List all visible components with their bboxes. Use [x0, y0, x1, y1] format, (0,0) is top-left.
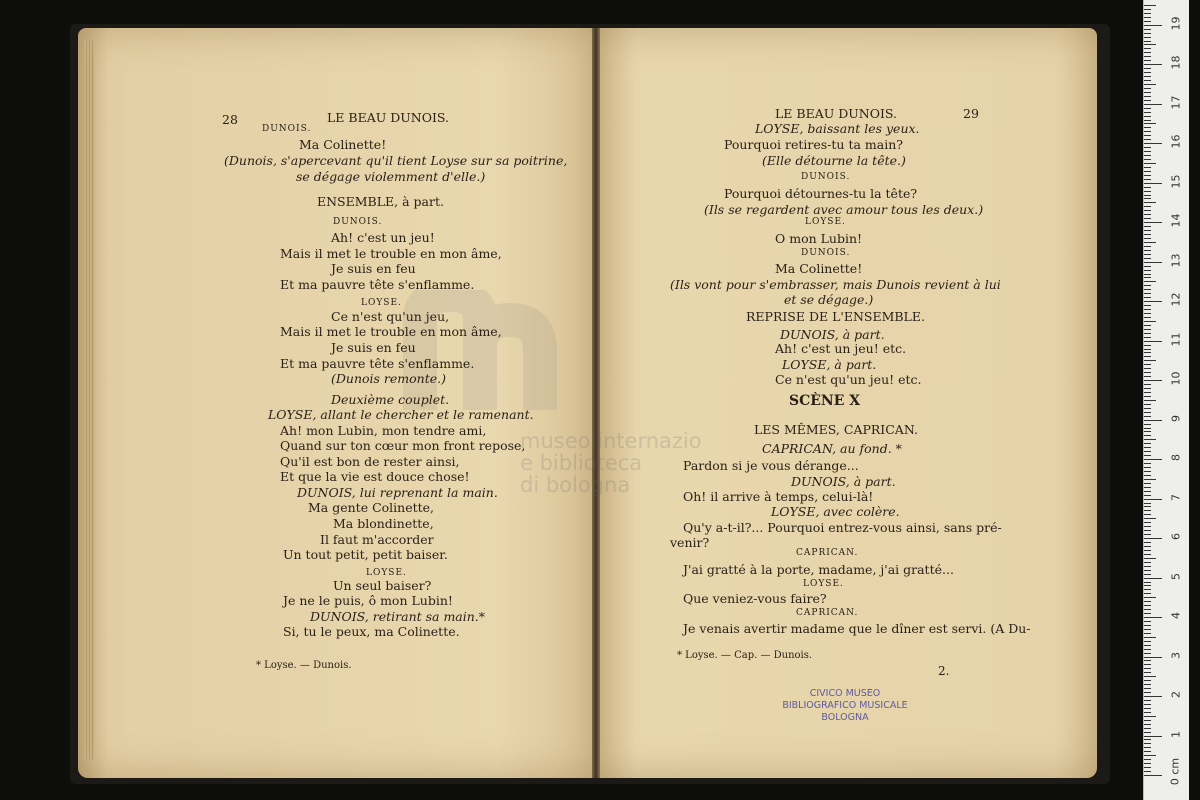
stamp-line: BIBLIOGRAFICO MUSICALE — [782, 700, 908, 711]
ruler-tick — [1144, 506, 1151, 507]
text-line: Je suis en feu — [331, 261, 416, 276]
ruler-tick — [1144, 44, 1156, 45]
ruler-tick — [1144, 739, 1151, 740]
ruler-tick — [1144, 510, 1151, 511]
ruler-tick — [1144, 518, 1156, 519]
ruler-number: 1 — [1169, 730, 1183, 738]
ruler-tick — [1144, 337, 1151, 338]
ruler-tick — [1144, 96, 1151, 97]
text-line: CAPRICAN, au fond. * — [762, 441, 902, 456]
ruler-tick — [1144, 155, 1151, 156]
ruler-tick — [1144, 388, 1151, 389]
ruler-number: 16 — [1169, 134, 1183, 149]
ruler-tick — [1144, 566, 1151, 567]
ruler-tick — [1144, 558, 1156, 559]
watermark-line: museo internazio — [520, 429, 702, 453]
ruler-tick — [1144, 171, 1151, 172]
ruler-tick — [1144, 333, 1151, 334]
ruler-tick — [1144, 120, 1151, 121]
ruler-tick — [1144, 131, 1151, 132]
ruler-number: 9 — [1169, 414, 1183, 422]
ruler-tick — [1144, 645, 1151, 646]
ruler-tick — [1144, 720, 1151, 721]
ruler-tick — [1144, 763, 1151, 764]
ruler-tick — [1144, 629, 1151, 630]
ruler-tick — [1144, 637, 1156, 638]
ruler-tick — [1144, 664, 1151, 665]
ruler-tick — [1144, 732, 1151, 733]
ruler-tick — [1144, 360, 1156, 361]
ruler-tick — [1144, 56, 1151, 57]
text-line: se dégage violemment d'elle.) — [296, 169, 486, 184]
ruler-tick — [1144, 52, 1151, 53]
ruler-tick — [1144, 277, 1151, 278]
ruler-tick — [1144, 5, 1156, 6]
ruler-tick — [1144, 704, 1151, 705]
footnote-left: * Loyse. — Dunois. — [256, 660, 352, 671]
ruler-tick — [1144, 747, 1151, 748]
ruler-tick — [1144, 202, 1156, 203]
ruler-tick — [1144, 289, 1151, 290]
ruler-tick — [1144, 514, 1151, 515]
ruler-tick — [1144, 325, 1151, 326]
ruler-tick — [1144, 483, 1151, 484]
ruler-number: 15 — [1169, 174, 1183, 189]
ruler-tick — [1144, 495, 1151, 496]
ruler-tick — [1144, 25, 1162, 26]
text-line: Pourquoi retires-tu ta main? — [724, 137, 903, 152]
ruler-tick — [1144, 653, 1151, 654]
text-line: DUNOIS. — [801, 248, 851, 258]
library-stamp — [780, 688, 910, 724]
ruler-tick — [1144, 479, 1156, 480]
ruler-tick — [1144, 617, 1162, 618]
text-line: Il faut m'accorder — [320, 532, 434, 547]
ruler-tick — [1144, 356, 1151, 357]
ruler-tick — [1144, 179, 1151, 180]
ruler-tick — [1144, 297, 1151, 298]
ruler-tick — [1144, 728, 1151, 729]
text-line: LOYSE, avec colère. — [771, 504, 900, 519]
ruler-tick — [1144, 293, 1151, 294]
ruler-tick — [1144, 550, 1151, 551]
ruler-number: 5 — [1169, 572, 1183, 580]
watermark-line: e biblioteca — [520, 451, 643, 475]
ruler-tick — [1144, 72, 1151, 73]
ruler-tick — [1144, 329, 1151, 330]
ruler-tick — [1144, 487, 1151, 488]
ruler-tick — [1144, 424, 1151, 425]
signature-mark: 2. — [938, 664, 950, 678]
ruler-tick — [1144, 755, 1156, 756]
ruler-tick — [1144, 700, 1151, 701]
ruler-tick — [1144, 234, 1151, 235]
text-line: Et que la vie est douce chose! — [280, 469, 470, 484]
ruler-tick — [1144, 554, 1151, 555]
stamp-line: CIVICO MUSEO — [809, 688, 881, 699]
ruler-tick — [1144, 151, 1151, 152]
ruler-tick — [1144, 309, 1151, 310]
ruler-tick — [1144, 163, 1156, 164]
text-line: DUNOIS, à part. — [791, 474, 896, 489]
ruler-tick — [1144, 625, 1151, 626]
ruler-tick — [1144, 471, 1151, 472]
ruler-tick — [1144, 195, 1151, 196]
ruler-tick — [1144, 696, 1162, 697]
text-line: Que veniez-vous faire? — [683, 591, 827, 606]
text-line: ENSEMBLE, à part. — [317, 194, 444, 209]
text-line: (Ils se regardent avec amour tous les deux.) — [704, 202, 984, 217]
ruler-tick — [1144, 684, 1151, 685]
ruler-tick — [1144, 262, 1162, 263]
ruler-number: 2 — [1169, 691, 1183, 699]
ruler-tick — [1144, 274, 1151, 275]
ruler-number: 12 — [1169, 292, 1183, 307]
ruler-tick — [1144, 759, 1151, 760]
ruler-tick — [1144, 250, 1151, 251]
ruler-tick — [1144, 743, 1151, 744]
ruler-tick — [1144, 443, 1151, 444]
ruler-tick — [1144, 692, 1151, 693]
ruler-tick — [1144, 266, 1151, 267]
ruler-tick — [1144, 400, 1156, 401]
text-line: DUNOIS. — [262, 124, 312, 134]
ruler-tick — [1144, 467, 1151, 468]
text-line: Deuxième couplet. — [331, 392, 450, 407]
ruler-tick — [1144, 37, 1151, 38]
ruler-number: 7 — [1169, 493, 1183, 501]
text-line: LOYSE. — [803, 579, 844, 589]
text-line: (Ils vont pour s'embrasser, mais Dunois revient à lui — [670, 277, 1001, 292]
ruler-tick — [1144, 60, 1151, 61]
ruler-tick — [1144, 578, 1162, 579]
ruler-tick — [1144, 503, 1151, 504]
ruler-tick — [1144, 92, 1151, 93]
ruler-tick — [1144, 84, 1156, 85]
ruler-tick — [1144, 317, 1151, 318]
text-line: CAPRICAN. — [796, 548, 859, 558]
ruler-tick — [1144, 270, 1151, 271]
ruler-tick — [1144, 688, 1151, 689]
text-line: Ah! c'est un jeu! — [331, 230, 435, 245]
ruler-tick — [1144, 712, 1151, 713]
ruler-tick — [1144, 408, 1151, 409]
page-number-right: 29 — [963, 106, 979, 121]
text-line: Si, tu le peux, ma Colinette. — [283, 624, 460, 639]
ruler-tick — [1144, 396, 1151, 397]
ruler-number: 14 — [1169, 213, 1183, 228]
ruler-tick — [1144, 349, 1151, 350]
ruler-tick — [1144, 368, 1151, 369]
text-line: LOYSE, allant le chercher et le ramenant. — [268, 407, 534, 422]
text-line: LES MÊMES, CAPRICAN. — [754, 422, 918, 437]
text-line: Oh! il arrive à temps, celui-là! — [683, 489, 874, 504]
ruler-tick — [1144, 123, 1156, 124]
ruler-tick — [1144, 767, 1151, 768]
ruler-number: 19 — [1169, 16, 1183, 31]
ruler-tick — [1144, 431, 1151, 432]
ruler-tick — [1144, 404, 1151, 405]
ruler-tick — [1144, 463, 1151, 464]
text-line: LOYSE. — [805, 217, 846, 227]
ruler-tick — [1144, 475, 1151, 476]
ruler-tick — [1144, 230, 1151, 231]
ruler-tick — [1144, 526, 1151, 527]
ruler-tick — [1144, 668, 1151, 669]
text-line: Ce n'est qu'un jeu! etc. — [775, 372, 922, 387]
text-line: Mais il met le trouble en mon âme, — [280, 246, 502, 261]
ruler-number: 10 — [1169, 371, 1183, 386]
ruler-tick — [1144, 613, 1151, 614]
ruler-unit-label: 0 cm — [1168, 757, 1182, 786]
text-line: Qu'y a-t-il?... Pourquoi entrez-vous ainsi, sans pré- — [683, 520, 1002, 535]
ruler-tick — [1144, 135, 1151, 136]
ruler-tick — [1144, 439, 1156, 440]
ruler-tick — [1144, 191, 1151, 192]
ruler-tick — [1144, 751, 1151, 752]
text-line: Quand sur ton cœur mon front repose, — [280, 438, 526, 453]
text-line: Et ma pauvre tête s'enflamme. — [280, 277, 475, 292]
text-line: Et ma pauvre tête s'enflamme. — [280, 356, 475, 371]
running-head-left: LE BEAU DUNOIS. — [327, 110, 450, 125]
text-line: Pardon si je vous dérange... — [683, 458, 859, 473]
ruler-tick — [1144, 214, 1151, 215]
ruler-tick — [1144, 380, 1162, 381]
text-line: CAPRICAN. — [796, 608, 859, 618]
ruler-tick — [1144, 321, 1156, 322]
text-line: (Dunois remonte.) — [331, 371, 446, 386]
text-line: Ma gente Colinette, — [308, 500, 435, 515]
ruler-tick — [1144, 447, 1151, 448]
page-edges — [84, 40, 94, 760]
ruler-tick — [1144, 376, 1151, 377]
ruler-tick — [1144, 775, 1162, 776]
text-line: Ma Colinette! — [299, 137, 387, 152]
ruler-tick — [1144, 116, 1151, 117]
ruler-tick — [1144, 574, 1151, 575]
ruler-number: 11 — [1169, 332, 1183, 347]
ruler-tick — [1144, 341, 1162, 342]
ruler-tick — [1144, 9, 1151, 10]
ruler-tick — [1144, 258, 1151, 259]
ruler-tick — [1144, 609, 1151, 610]
ruler-tick — [1144, 633, 1151, 634]
ruler-number: 3 — [1169, 651, 1183, 659]
ruler-tick — [1144, 601, 1151, 602]
ruler-tick — [1144, 29, 1151, 30]
ruler-tick — [1144, 435, 1151, 436]
ruler-tick — [1144, 416, 1151, 417]
ruler-tick — [1144, 593, 1151, 594]
ruler-tick — [1144, 542, 1151, 543]
ruler-tick — [1144, 33, 1151, 34]
page-number-left: 28 — [222, 112, 238, 127]
text-line: et se dégage.) — [784, 292, 874, 307]
ruler-tick — [1144, 582, 1151, 583]
ruler-tick — [1144, 428, 1151, 429]
ruler-tick — [1144, 736, 1162, 737]
text-line: Je suis en feu — [331, 340, 416, 355]
ruler-tick — [1144, 459, 1162, 460]
ruler-tick — [1144, 21, 1151, 22]
watermark-line: di bologna — [520, 473, 631, 497]
ruler-tick — [1144, 451, 1151, 452]
text-line: DUNOIS. — [801, 172, 851, 182]
ruler-tick — [1144, 676, 1156, 677]
text-line: DUNOIS, à part. — [780, 327, 885, 342]
text-line: Un tout petit, petit baiser. — [283, 547, 448, 562]
text-line: Ah! c'est un jeu! etc. — [775, 341, 907, 356]
ruler-number: 4 — [1169, 612, 1183, 620]
ruler-tick — [1144, 222, 1162, 223]
ruler-tick — [1144, 226, 1151, 227]
ruler-number: 13 — [1169, 253, 1183, 268]
text-line: DUNOIS, retirant sa main.* — [310, 609, 486, 624]
ruler-tick — [1144, 522, 1151, 523]
text-line: O mon Lubin! — [775, 231, 863, 246]
ruler-tick — [1144, 657, 1162, 658]
ruler-tick — [1144, 305, 1151, 306]
text-line: J'ai gratté à la porte, madame, j'ai gratté... — [683, 562, 954, 577]
ruler-tick — [1144, 621, 1151, 622]
text-line: Je ne le puis, ô mon Lubin! — [283, 593, 453, 608]
ruler-tick — [1144, 585, 1151, 586]
ruler-number: 17 — [1169, 95, 1183, 110]
ruler-tick — [1144, 301, 1162, 302]
ruler-tick — [1144, 392, 1151, 393]
text-line: LOYSE. — [361, 298, 402, 308]
ruler-tick — [1144, 605, 1151, 606]
ruler-tick — [1144, 112, 1151, 113]
text-line: Je venais avertir madame que le dîner est servi. (A Du- — [683, 621, 1031, 636]
ruler-tick — [1144, 80, 1151, 81]
ruler-tick — [1144, 281, 1156, 282]
text-line: (Elle détourne la tête.) — [762, 153, 906, 168]
ruler-tick — [1144, 254, 1151, 255]
footnote-right: * Loyse. — Cap. — Dunois. — [677, 650, 813, 661]
book-spine — [592, 28, 600, 778]
measurement-ruler — [1143, 0, 1189, 800]
ruler-tick — [1144, 198, 1151, 199]
ruler-tick — [1144, 649, 1151, 650]
ruler-tick — [1144, 412, 1151, 413]
ruler-tick — [1144, 562, 1151, 563]
text-line: Mais il met le trouble en mon âme, — [280, 324, 502, 339]
ruler-tick — [1144, 641, 1151, 642]
ruler-tick — [1144, 372, 1151, 373]
text-line: Ma Colinette! — [775, 261, 863, 276]
ruler-tick — [1144, 187, 1151, 188]
ruler-tick — [1144, 41, 1151, 42]
ruler-tick — [1144, 660, 1151, 661]
ruler-tick — [1144, 771, 1151, 772]
text-line: LOYSE, à part. — [782, 357, 877, 372]
ruler-tick — [1144, 242, 1156, 243]
ruler-tick — [1144, 530, 1151, 531]
stamp-line: BOLOGNA — [821, 712, 869, 723]
ruler-tick — [1144, 68, 1151, 69]
ruler-tick — [1144, 420, 1162, 421]
ruler-tick — [1144, 285, 1151, 286]
ruler-tick — [1144, 246, 1151, 247]
ruler-tick — [1144, 64, 1162, 65]
ruler-tick — [1144, 218, 1151, 219]
ruler-tick — [1144, 589, 1151, 590]
ruler-tick — [1144, 206, 1151, 207]
ruler-tick — [1144, 104, 1162, 105]
text-line: Ma blondinette, — [333, 516, 434, 531]
text-line: (Dunois, s'apercevant qu'il tient Loyse sur sa poitrine, — [224, 153, 568, 168]
ruler-number: 8 — [1169, 454, 1183, 462]
ruler-tick — [1144, 724, 1151, 725]
ruler-tick — [1144, 159, 1151, 160]
ruler-tick — [1144, 672, 1151, 673]
ruler-tick — [1144, 597, 1156, 598]
ruler-tick — [1144, 76, 1151, 77]
text-line: REPRISE DE L'ENSEMBLE. — [746, 309, 925, 324]
ruler-tick — [1144, 175, 1151, 176]
ruler-tick — [1144, 352, 1151, 353]
ruler-tick — [1144, 455, 1151, 456]
ruler-tick — [1144, 88, 1151, 89]
text-line: LOYSE, baissant les yeux. — [755, 121, 920, 136]
ruler-tick — [1144, 147, 1151, 148]
ruler-tick — [1144, 238, 1151, 239]
ruler-tick — [1144, 313, 1151, 314]
text-line: LOYSE. — [366, 568, 407, 578]
text-line: venir? — [670, 535, 710, 550]
ruler-number: 6 — [1169, 533, 1183, 541]
ruler-tick — [1144, 708, 1151, 709]
text-line: Pourquoi détournes-tu la tête? — [724, 186, 918, 201]
ruler-tick — [1144, 210, 1151, 211]
ruler-tick — [1144, 100, 1151, 101]
text-line: Ce n'est qu'un jeu, — [331, 309, 450, 324]
ruler-tick — [1144, 364, 1151, 365]
ruler-tick — [1144, 127, 1151, 128]
ruler-tick — [1144, 546, 1151, 547]
text-line: Qu'il est bon de rester ainsi, — [280, 454, 460, 469]
text-line: Ah! mon Lubin, mon tendre ami, — [280, 423, 487, 438]
text-line: Un seul baiser? — [333, 578, 432, 593]
ruler-tick — [1144, 716, 1156, 717]
ruler-tick — [1144, 534, 1151, 535]
watermark-text — [520, 430, 702, 496]
ruler-tick — [1144, 17, 1151, 18]
ruler-tick — [1144, 680, 1151, 681]
ruler-tick — [1144, 139, 1151, 140]
ruler-tick — [1144, 143, 1162, 144]
ruler-tick — [1144, 13, 1151, 14]
ruler-tick — [1144, 491, 1151, 492]
text-line: DUNOIS, lui reprenant la main. — [297, 485, 498, 500]
ruler-number: 18 — [1169, 55, 1183, 70]
ruler-tick — [1144, 499, 1162, 500]
text-line: SCÈNE X — [789, 393, 861, 409]
ruler-tick — [1144, 183, 1162, 184]
ruler-tick — [1144, 345, 1151, 346]
ruler-tick — [1144, 538, 1162, 539]
ruler-tick — [1144, 570, 1151, 571]
ruler-tick — [1144, 384, 1151, 385]
ruler-tick — [1144, 48, 1151, 49]
running-head-right: LE BEAU DUNOIS. — [775, 106, 898, 121]
ruler-tick — [1144, 167, 1151, 168]
ruler-tick — [1144, 108, 1151, 109]
text-line: DUNOIS. — [333, 217, 383, 227]
